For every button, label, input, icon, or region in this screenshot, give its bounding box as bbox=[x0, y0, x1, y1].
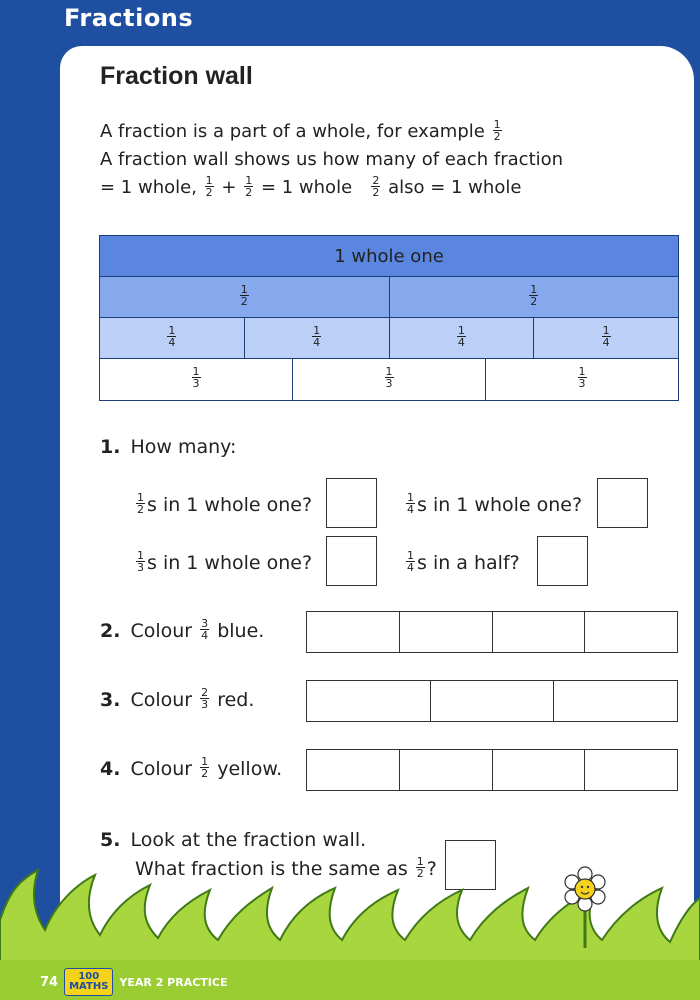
fraction bbox=[371, 175, 380, 198]
colour-bar-thirds bbox=[306, 680, 678, 722]
numerator: 1 bbox=[530, 282, 538, 296]
question-text-line-2: What fraction is the same as bbox=[135, 858, 408, 880]
denominator: 4 bbox=[168, 335, 176, 349]
bar-segment[interactable] bbox=[585, 750, 677, 790]
denominator: 4 bbox=[407, 503, 414, 516]
bar-segment[interactable] bbox=[585, 612, 677, 652]
fraction bbox=[200, 687, 209, 710]
page-number: 74 bbox=[40, 974, 59, 990]
question-1 bbox=[100, 436, 236, 458]
numerator: 2 bbox=[201, 686, 209, 699]
colour-bar-halves bbox=[306, 749, 678, 791]
fraction-wall bbox=[99, 235, 679, 401]
page-footer bbox=[40, 968, 227, 996]
question-number: 4. bbox=[100, 758, 121, 780]
numerator: 3 bbox=[201, 617, 209, 630]
denominator: 3 bbox=[137, 561, 144, 574]
numerator: 1 bbox=[137, 491, 144, 504]
wall-row-halves bbox=[100, 277, 678, 318]
bar-segment[interactable] bbox=[493, 612, 586, 652]
question-number: 5. bbox=[100, 829, 121, 851]
intro-line-3-a: = 1 whole, bbox=[100, 177, 197, 198]
fraction bbox=[529, 284, 538, 307]
numerator: 1 bbox=[457, 323, 465, 337]
numerator: 1 bbox=[313, 323, 321, 337]
denominator: 4 bbox=[407, 561, 414, 574]
fraction bbox=[457, 325, 466, 348]
answer-box-1c[interactable] bbox=[326, 536, 377, 586]
denominator: 2 bbox=[205, 185, 213, 199]
numerator: 1 bbox=[245, 173, 253, 187]
question-text: Colour bbox=[130, 620, 193, 642]
numerator: 1 bbox=[201, 755, 209, 768]
question-1a-text: s in 1 whole one? bbox=[147, 494, 313, 516]
denominator: 2 bbox=[137, 503, 144, 516]
question-text: Colour bbox=[130, 758, 193, 780]
bar-segment[interactable] bbox=[431, 681, 555, 721]
question-text-after: yellow. bbox=[217, 758, 283, 780]
denominator: 2 bbox=[493, 129, 501, 143]
intro-line-2: A fraction wall shows us how many of each fraction bbox=[100, 149, 564, 170]
intro-line-1 bbox=[100, 118, 660, 146]
wall-cell-whole: 1 whole one bbox=[100, 236, 678, 277]
wall-cell-quarter bbox=[245, 318, 390, 359]
plus-sign: + bbox=[221, 177, 237, 198]
numerator: 1 bbox=[407, 549, 414, 562]
logo-bottom: MATHS bbox=[69, 981, 109, 992]
denominator: 2 bbox=[245, 185, 253, 199]
maths-logo bbox=[64, 968, 113, 996]
question-text-after: blue. bbox=[217, 620, 265, 642]
wall-cell-third bbox=[486, 359, 678, 400]
fraction bbox=[406, 550, 415, 573]
denominator: 2 bbox=[240, 294, 248, 308]
intro-line-3-c: also = 1 whole bbox=[388, 177, 522, 198]
wall-cell-third bbox=[293, 359, 486, 400]
logo-top: 100 bbox=[78, 971, 100, 982]
intro-text bbox=[100, 118, 660, 202]
denominator: 3 bbox=[192, 377, 200, 390]
numerator: 2 bbox=[372, 173, 380, 187]
numerator: 1 bbox=[192, 365, 200, 378]
fraction bbox=[406, 492, 415, 515]
bar-segment[interactable] bbox=[307, 750, 400, 790]
colour-bar-quarters bbox=[306, 611, 678, 653]
question-number: 1. bbox=[100, 436, 121, 458]
question-text: How many: bbox=[130, 436, 237, 458]
denominator: 3 bbox=[385, 377, 393, 390]
denominator: 2 bbox=[530, 294, 538, 308]
bar-segment[interactable] bbox=[400, 750, 493, 790]
wall-cell-quarter bbox=[390, 318, 535, 359]
denominator: 2 bbox=[416, 867, 424, 880]
wall-cell-quarter bbox=[534, 318, 678, 359]
question-1d bbox=[404, 549, 520, 575]
bar-segment[interactable] bbox=[493, 750, 586, 790]
fraction bbox=[136, 492, 145, 515]
section-title: Fractions bbox=[64, 4, 194, 32]
denominator: 4 bbox=[313, 335, 321, 349]
question-2 bbox=[100, 617, 265, 643]
question-text: Look at the fraction wall. bbox=[130, 829, 367, 851]
numerator: 1 bbox=[493, 117, 501, 131]
fraction bbox=[200, 756, 209, 779]
question-1c bbox=[134, 549, 313, 575]
fraction bbox=[602, 325, 611, 348]
denominator: 4 bbox=[201, 629, 209, 642]
question-3 bbox=[100, 686, 255, 712]
numerator: 1 bbox=[240, 282, 248, 296]
wall-row-thirds bbox=[100, 359, 678, 400]
wall-row-quarters bbox=[100, 318, 678, 359]
wall-cell-half bbox=[100, 277, 390, 318]
numerator: 1 bbox=[602, 323, 610, 337]
question-1b-text: s in 1 whole one? bbox=[417, 494, 583, 516]
question-text-after: red. bbox=[217, 689, 255, 711]
page-heading: Fraction wall bbox=[100, 62, 253, 90]
bar-segment[interactable] bbox=[554, 681, 677, 721]
denominator: 2 bbox=[372, 185, 380, 199]
denominator: 3 bbox=[201, 698, 209, 711]
numerator: 1 bbox=[416, 855, 424, 868]
numerator: 1 bbox=[578, 365, 586, 378]
question-text: Colour bbox=[130, 689, 193, 711]
fraction bbox=[578, 366, 587, 389]
bar-segment[interactable] bbox=[307, 681, 431, 721]
fraction bbox=[385, 366, 394, 389]
question-4 bbox=[100, 755, 283, 781]
fraction bbox=[205, 175, 214, 198]
intro-line-3 bbox=[100, 174, 660, 202]
fraction bbox=[192, 366, 201, 389]
question-number: 3. bbox=[100, 689, 121, 711]
numerator: 1 bbox=[168, 323, 176, 337]
question-1d-text: s in a half? bbox=[417, 552, 520, 574]
question-1b bbox=[404, 491, 583, 517]
wall-row-whole bbox=[100, 236, 678, 277]
question-number: 2. bbox=[100, 620, 121, 642]
fraction bbox=[136, 550, 145, 573]
answer-box-1d[interactable] bbox=[537, 536, 588, 586]
denominator: 2 bbox=[201, 767, 209, 780]
fraction bbox=[200, 618, 209, 641]
bar-segment[interactable] bbox=[400, 612, 493, 652]
wall-cell-third bbox=[100, 359, 293, 400]
wall-cell-half bbox=[390, 277, 679, 318]
question-5-line-1 bbox=[100, 826, 437, 855]
intro-line-1-text: A fraction is a part of a whole, for example bbox=[100, 121, 485, 142]
numerator: 1 bbox=[137, 549, 144, 562]
intro-line-3-b: = 1 whole bbox=[260, 177, 353, 198]
fraction bbox=[244, 175, 253, 198]
question-1c-text: s in 1 whole one? bbox=[147, 552, 313, 574]
numerator: 1 bbox=[205, 173, 213, 187]
fraction bbox=[493, 119, 502, 142]
fraction bbox=[240, 284, 249, 307]
question-1a bbox=[134, 491, 313, 517]
numerator: 1 bbox=[385, 365, 393, 378]
denominator: 3 bbox=[578, 377, 586, 390]
denominator: 4 bbox=[602, 335, 610, 349]
question-text-after: ? bbox=[426, 858, 437, 880]
denominator: 4 bbox=[457, 335, 465, 349]
answer-box-1b[interactable] bbox=[597, 478, 648, 528]
wall-cell-quarter bbox=[100, 318, 245, 359]
answer-box-1a[interactable] bbox=[326, 478, 377, 528]
series-title: YEAR 2 PRACTICE bbox=[119, 975, 228, 989]
numerator: 1 bbox=[407, 491, 414, 504]
bar-segment[interactable] bbox=[307, 612, 400, 652]
fraction bbox=[167, 325, 176, 348]
fraction bbox=[312, 325, 321, 348]
